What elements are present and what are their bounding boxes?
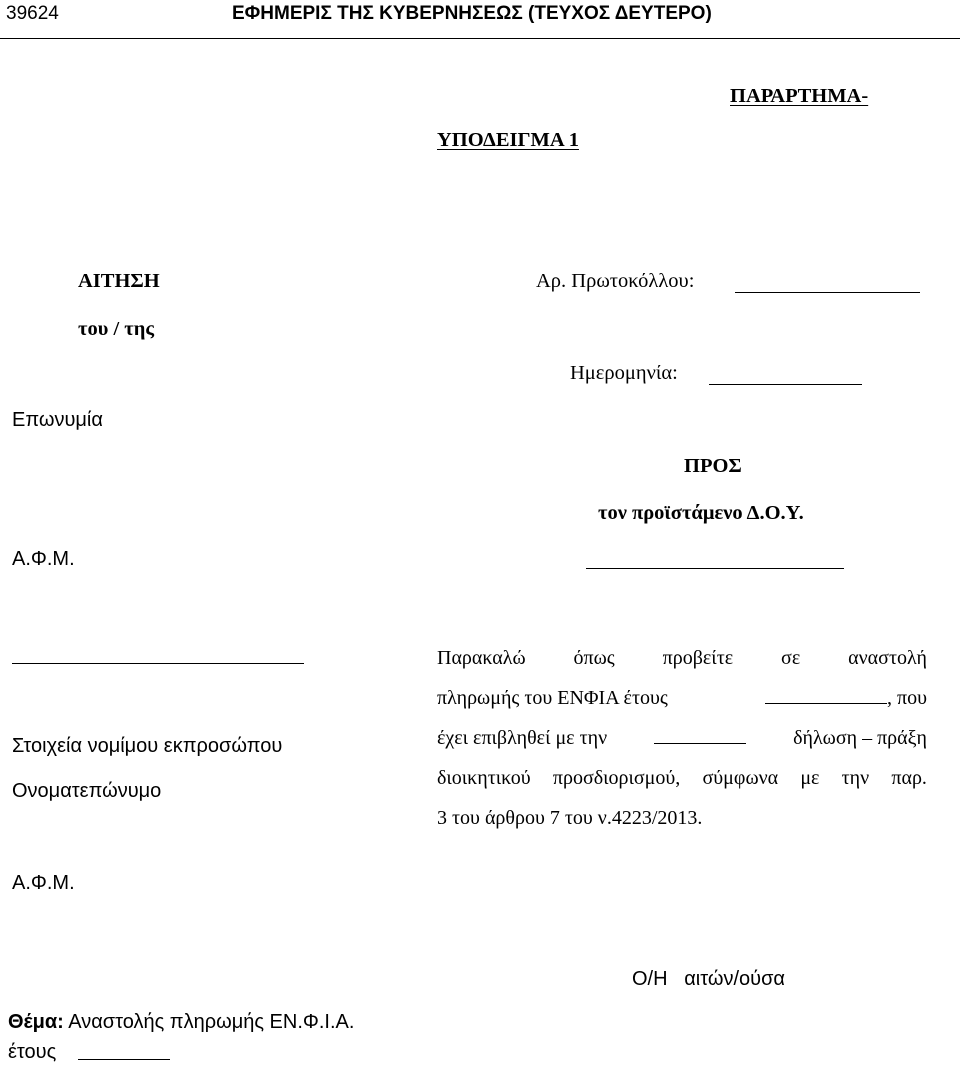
- protocol-number-line: [735, 292, 920, 293]
- legal-rep-label: Στοιχεία νομίμου εκπροσώπου: [12, 735, 283, 757]
- request-paragraph: [437, 638, 927, 838]
- request-word: σύμφωνα: [702, 767, 779, 789]
- date-label: Ημερομηνία:: [570, 362, 678, 384]
- request-word: όπως: [573, 647, 615, 669]
- request-word: με: [800, 767, 820, 789]
- request-word: Παρακαλώ: [437, 647, 526, 669]
- company-name-label: Επωνυμία: [12, 409, 103, 431]
- subject-year-label: έτους: [8, 1041, 57, 1063]
- request-word: προβείτε: [662, 647, 734, 669]
- rep-tax-id-label: Α.Φ.Μ.: [12, 872, 75, 894]
- of-the-label: του / της: [78, 318, 155, 340]
- request-line-4: [437, 758, 927, 798]
- request-line-5: [437, 798, 927, 838]
- request-text-declaration: δήλωση – πράξη: [793, 727, 927, 749]
- request-line-3: [437, 718, 927, 758]
- request-word: αναστολή: [848, 647, 927, 669]
- subject-year-line: [78, 1059, 170, 1060]
- annex-title: ΠΑΡΑΡΤΗΜΑ-: [730, 85, 869, 107]
- gazette-title: ΕΦΗΜΕΡΙΣ ΤΗΣ ΚΥΒΕΡΝΗΣΕΩΣ (ΤΕΥΧΟΣ ΔΕΥΤΕΡΟ): [232, 3, 712, 24]
- request-text-that: , που: [887, 687, 927, 709]
- tax-id-line: [12, 663, 304, 664]
- declaration-blank: [654, 725, 746, 744]
- protocol-number-label: Αρ. Πρωτοκόλλου:: [536, 270, 695, 292]
- page-number: 39624: [6, 3, 59, 24]
- to-label: ΠΡΟΣ: [684, 455, 742, 477]
- subject-text: Αναστολής πληρωμής ΕΝ.Φ.Ι.Α.: [63, 1011, 355, 1033]
- request-text-enfia-year: πληρωμής του ΕΝΦΙΑ έτους: [437, 687, 668, 709]
- request-word: την: [841, 767, 870, 789]
- applicant-signature-label: Ο/Η αιτών/ούσα: [632, 968, 785, 990]
- full-name-label: Ονοματεπώνυμο: [12, 780, 162, 802]
- request-text-imposed: έχει επιβληθεί με την: [437, 727, 608, 749]
- request-line-2: [437, 678, 927, 718]
- year-blank-group: [765, 678, 927, 718]
- date-line: [709, 384, 862, 385]
- request-word: σε: [781, 647, 801, 669]
- recipient-label: τον προϊστάμενο Δ.Ο.Υ.: [598, 502, 804, 524]
- request-line-1: [437, 638, 927, 678]
- subject-line: [8, 1011, 354, 1034]
- year-blank: [765, 685, 887, 704]
- sample-title: ΥΠΟΔΕΙΓΜΑ 1: [437, 129, 579, 151]
- subject-label: Θέμα:: [8, 1011, 64, 1033]
- request-word: παρ.: [891, 767, 927, 789]
- header-divider: [0, 38, 960, 39]
- tax-office-line: [586, 568, 844, 569]
- request-text-law: 3 του άρθρου 7 του ν.4223/2013.: [437, 807, 703, 829]
- request-word: προσδιορισμού,: [552, 767, 681, 789]
- application-title: ΑΙΤΗΣΗ: [78, 270, 160, 292]
- request-word: διοικητικού: [437, 767, 531, 789]
- tax-id-label: Α.Φ.Μ.: [12, 548, 75, 570]
